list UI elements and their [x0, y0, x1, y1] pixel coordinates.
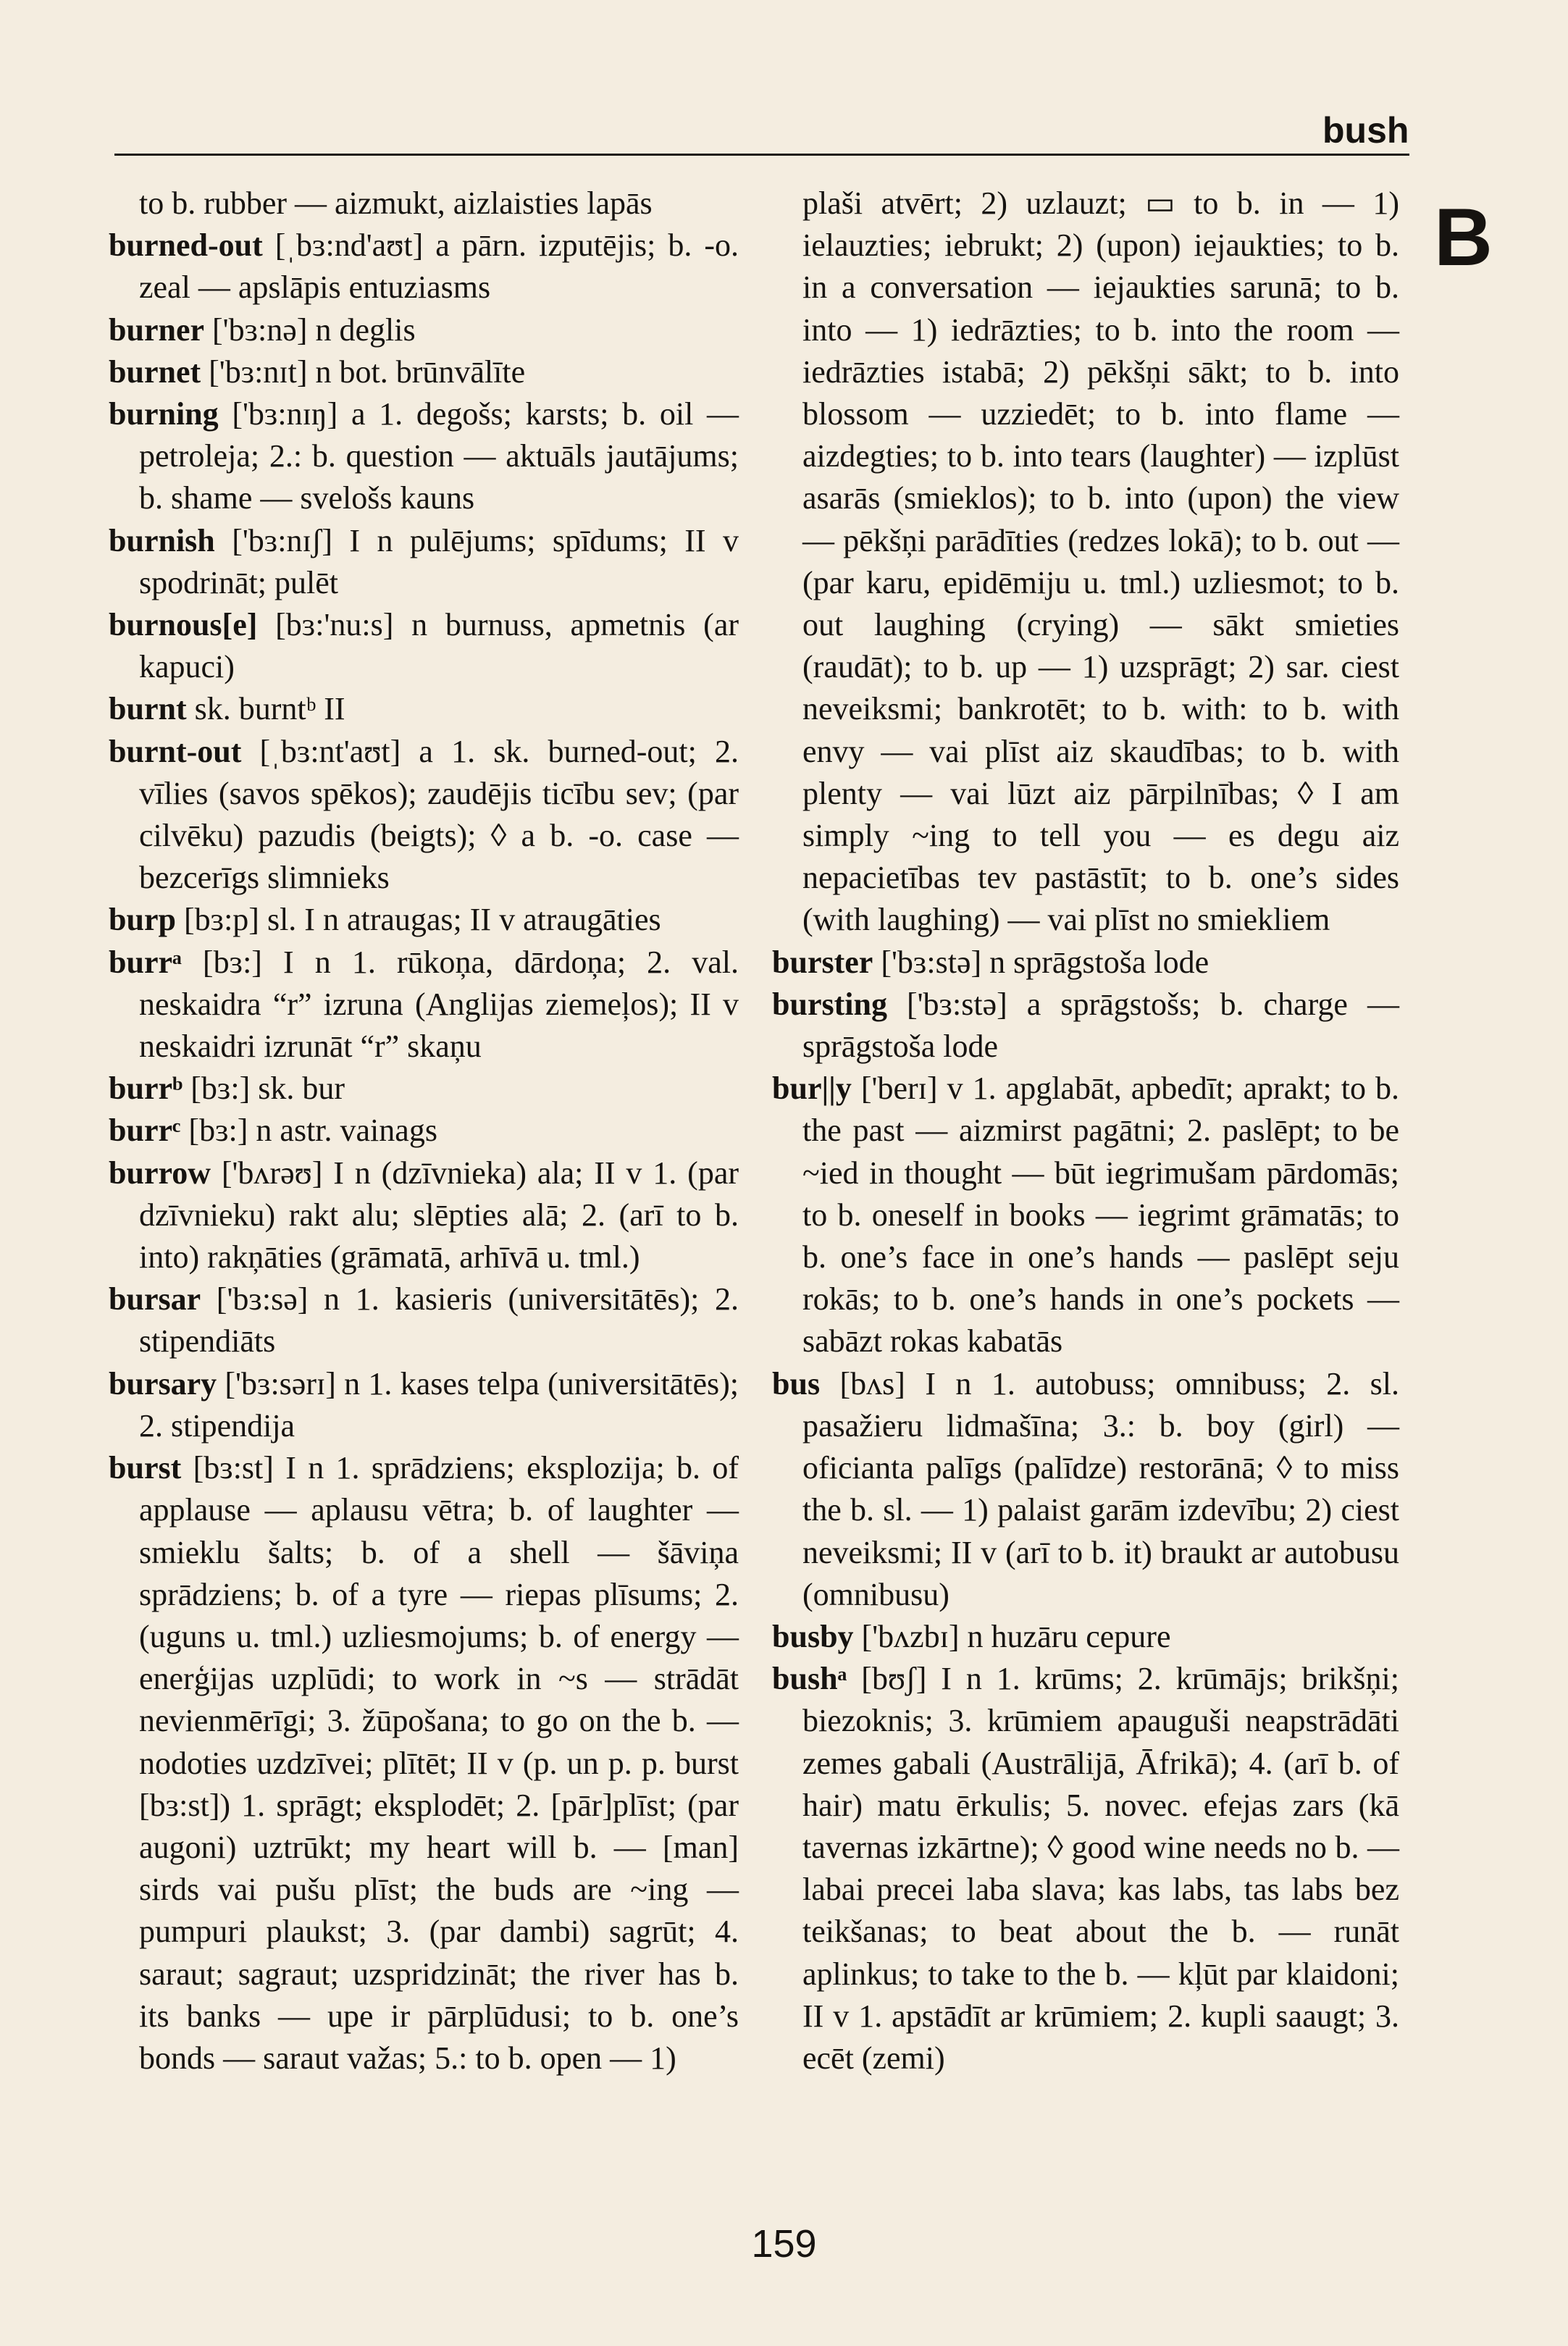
entry-definition: ['bɜ:stə] n sprāgstoša lode: [873, 944, 1209, 980]
entry-definition: [bɜ:] n astr. vainags: [180, 1113, 437, 1149]
entry-headword: burrᶜ: [109, 1113, 181, 1149]
entry-headword: bushᵃ: [772, 1661, 847, 1697]
entry-definition: ['bɜ:sə] n 1. kasieris (universitātēs); 2. stipendiāts: [139, 1281, 739, 1360]
entry-definition: ['bɜ:nɪt] n bot. brūnvālīte: [201, 353, 526, 390]
dictionary-entry: [109, 1110, 739, 1152]
dictionary-entry: [109, 1152, 739, 1279]
entry-definition: [bɜ:] sk. bur: [183, 1071, 345, 1107]
dictionary-entry: [109, 393, 739, 520]
entry-headword: burst: [109, 1450, 182, 1486]
entry-definition: [bɜ:] I n 1. rūkoņa, dārdoņa; 2. val. neskaidra “r” izruna (Anglijas ziemeļos); II v neskaidri izrunāt “r” skaņu: [139, 944, 739, 1065]
dictionary-entry: [772, 1363, 1399, 1616]
dictionary-entry: [109, 351, 739, 393]
entry-definition: to b. rubber — aizmukt, aizlaisties lapās: [139, 185, 653, 221]
entry-headword: burp: [109, 902, 176, 938]
entry-definition: [ˌbɜ:nt'aʊt] a 1. sk. burned-out; 2. vīlies (savos spēkos); zaudējis ticību sev; (par cilvēku) pazudis (beigts); ◊ a b. -o. case — bezcerīgs slimnieks: [139, 733, 739, 896]
dictionary-entry: [109, 731, 739, 900]
entry-definition: ['bɜ:stə] a sprāgstošs; b. charge — sprāgstoša lode: [802, 986, 1399, 1065]
dictionary-entry: [109, 1068, 739, 1110]
entry-definition: ['bɜ:nɪʃ] I n pulējums; spīdums; II v spodrināt; pulēt: [139, 522, 739, 600]
dictionary-entry: [109, 520, 739, 604]
running-header: bush: [1322, 110, 1409, 151]
entry-headword: burned-out: [109, 227, 263, 264]
right-column: [772, 183, 1399, 2079]
entry-definition: ['bɜ:nɪŋ] a 1. degošs; karsts; b. oil — petroleja; 2.: b. question — aktuāls jautājums; b. shame — svelošs kauns: [139, 396, 739, 516]
dictionary-entry: [109, 942, 739, 1068]
dictionary-entry: [772, 1616, 1399, 1658]
entry-definition: [bʌs] I n 1. autobuss; omnibuss; 2. sl. pasažieru lidmašīna; 3.: b. boy (girl) — oficianta palīgs (palīdze) restorānā; ◊ to miss the b. sl. — 1) palaist garām izdevību; 2) ciest neveiksmi; II v (arī to b. it) braukt ar autobusu (omnibusu): [802, 1365, 1399, 1612]
entry-headword: bur||y: [772, 1071, 852, 1107]
entry-definition: [bɜ:st] I n 1. sprādziens; eksplozija; b. of applause — aplausu vētra; b. of laughter — smieklu šalts; b. of a shell — šāviņa sprādziens; b. of a tyre — riepas plīsums; 2. (uguns u. tml.) uzliesmojums; b. of energy — enerģijas uzplūdi; to work in ~s — strādāt nevienmērīgi; 3. žūpošana; to go on the b. — nodoties uzdzīvei; plītēt; II v (p. un p. p. burst [bɜ:st]) 1. sprāgt; eksplodēt; 2. [pār]plīst; (par augoni) uztrūkt; my heart will b. — [man] sirds vai pušu plīst; the buds are ~ing — pumpuri plaukst; 3. (par dambi) sagrūt; 4. saraut; sagraut; uzspridzināt; the river has b. its banks — upe ir pārplūdusi; to b. one’s bonds — saraut važas; 5.: to b. open — 1): [139, 1450, 739, 2076]
dictionary-entry: [109, 899, 739, 941]
entry-headword: burster: [772, 944, 873, 980]
entry-definition: [bɜ:'nu:s] n burnuss, apmetnis (ar kapuci): [139, 607, 739, 685]
entry-definition: ['bʌrəʊ] I n (dzīvnieka) ala; II v 1. (par dzīvnieku) rakt alu; slēpties alā; 2. (arī to b. into) rakņāties (grāmatā, arhīvā u. tml.): [139, 1155, 739, 1275]
entry-headword: bursary: [109, 1365, 217, 1402]
dictionary-entry: [772, 183, 1399, 942]
entry-definition: [bɜ:p] sl. I n atraugas; II v atraugāties: [175, 902, 661, 938]
left-column: [109, 183, 739, 2079]
dictionary-entry: [109, 309, 739, 351]
entry-headword: burnt-out: [109, 733, 242, 769]
entry-headword: burrᵇ: [109, 1071, 183, 1107]
dictionary-entry: [109, 688, 739, 730]
entry-headword: burnish: [109, 522, 215, 558]
section-letter-tab: B: [1434, 192, 1493, 282]
dictionary-entry: [109, 604, 739, 688]
entry-definition: plaši atvērt; 2) uzlauzt; ▭ to b. in — 1) ielauzties; iebrukt; 2) (upon) iejaukties; to b. in a conversation — iejaukties sarunā; to b. into — 1) iedrāzties; to b. into the room — iedrāzties istabā; 2) pēkšņi sākt; to b. into blossom — uzziedēt; to b. into flame — aizdegties; to b. into tears (laughter) — izplūst asarās (smieklos); to b. into (upon) the view — pēkšņi parādīties (redzes lokā); to b. out — (par karu, epidēmiju u. tml.) uzliesmot; to b. out laughing (crying) — sākt smieties (raudāt); to b. up — 1) uzsprāgt; 2) sar. ciest neveiksmi; bankrotēt; to b. with: to b. with envy — vai plīst aiz skaudības; to b. with plenty — vai lūzt aiz pārpilnības; ◊ I am simply ~ing to tell you — es degu aiz nepacietības tev pastāstīt; to b. one’s sides (with laughing) — vai plīst no smiekliem: [802, 185, 1399, 938]
dictionary-entry: [109, 1278, 739, 1362]
entry-headword: burnt: [109, 691, 187, 727]
entry-headword: burrow: [109, 1155, 211, 1191]
entry-definition: sk. burntᵇ II: [186, 691, 345, 727]
entry-definition: ['bʌzbɪ] n huzāru cepure: [853, 1618, 1171, 1654]
header-rule: [114, 154, 1409, 156]
page-number: 159: [751, 2222, 817, 2266]
entry-headword: bursar: [109, 1281, 201, 1317]
entry-definition: [bʊʃ] I n 1. krūms; 2. krūmājs; brikšņi; biezoknis; 3. krūmiem apauguši neapstrādāti zemes gabali (Austrālijā, Āfrikā); 4. (arī b. of hair) matu ērkulis; 5. novec. efejas zars (kā tavernas izkārtne); ◊ good wine needs no b. — labai precei laba slava; kas labs, tas labs bez teikšanas; to beat about the b. — runāt aplinkus; to take to the b. — kļūt par klaidoni; II v 1. apstādīt ar krūmiem; 2. kupli saaugt; 3. ecēt (zemi): [802, 1661, 1399, 2076]
dictionary-entry: [772, 1068, 1399, 1362]
dictionary-entry: [772, 1658, 1399, 2079]
dictionary-entry: [109, 183, 739, 225]
entry-definition: [ˌbɜ:nd'aʊt] a pārn. izputējis; b. -o. zeal — apslāpis entuziasms: [139, 227, 739, 306]
entry-headword: burning: [109, 396, 219, 432]
entry-headword: burrᵃ: [109, 944, 182, 980]
entry-headword: burner: [109, 311, 204, 348]
dictionary-entry: [109, 225, 739, 309]
dictionary-entry: [772, 942, 1399, 984]
dictionary-entry: [772, 984, 1399, 1068]
entry-headword: busby: [772, 1618, 854, 1654]
entry-headword: burnous[e]: [109, 607, 258, 643]
entry-definition: ['berɪ] v 1. apglabāt, apbedīt; aprakt; to b. the past — aizmirst pagātni; 2. paslēpt; to be ~ied in thought — būt iegrimušam pārdomās; to b. oneself in books — iegrimt grāmatās; to b. one’s face in one’s hands — paslēpt seju rokās; to b. one’s hands in one’s pockets — sabāzt rokas kabatās: [802, 1071, 1399, 1360]
entry-headword: bursting: [772, 986, 887, 1022]
entry-headword: bus: [772, 1365, 821, 1402]
entry-definition: ['bɜ:sərɪ] n 1. kases telpa (universitātēs); 2. stipendija: [139, 1365, 739, 1444]
entry-headword: burnet: [109, 353, 201, 390]
dictionary-entry: [109, 1447, 739, 2079]
entry-definition: ['bɜ:nə] n deglis: [204, 311, 416, 348]
dictionary-entry: [109, 1363, 739, 1447]
